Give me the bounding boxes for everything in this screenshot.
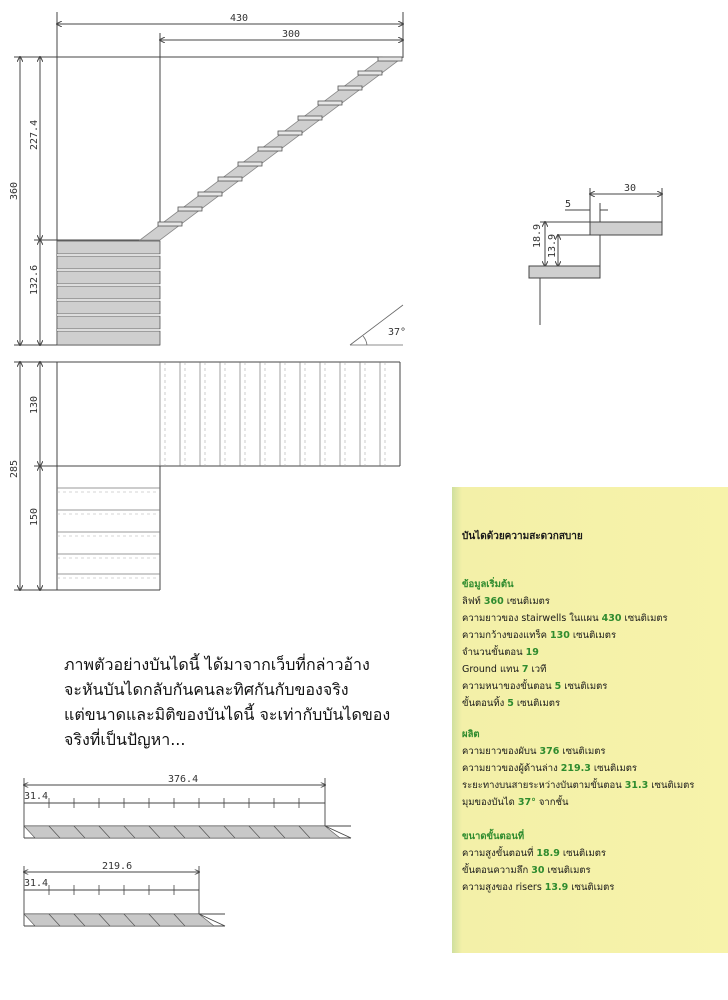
dim-376-4: 376.4 xyxy=(168,774,199,785)
dim-300: 300 xyxy=(282,29,301,40)
panel-row: ความสูงขั้นตอนที่ 18.9 เซนติเมตร xyxy=(462,848,606,859)
caption-line: ภาพตัวอย่างบันไดนี้ ได้มาจากเว็บที่กล่าวอ้าง xyxy=(64,655,370,674)
angle-indicator xyxy=(350,305,403,345)
panel-row: ขั้นตอนทิ้ง 5 เซนติเมตร xyxy=(462,698,561,709)
caption-line: แต่ขนาดและมิติของบันไดนี้ จะเท่ากับบันไดของ xyxy=(64,705,391,724)
dim-5: 5 xyxy=(565,199,572,210)
plan-drawing xyxy=(14,362,400,590)
step-detail xyxy=(540,188,662,325)
dim-360: 360 xyxy=(9,181,20,200)
dim-285: 285 xyxy=(9,459,20,478)
panel-title: บันไดด้วยความสะดวกสบาย xyxy=(462,531,583,542)
panel-row: ความยาวของผับน 376 เซนติเมตร xyxy=(462,746,606,757)
plan-treads-dashed xyxy=(165,362,385,466)
dim-219-6: 219.6 xyxy=(102,861,133,872)
stringer-long-treads xyxy=(24,826,340,838)
angle-label: 37° xyxy=(388,327,407,338)
dim-13-9: 13.9 xyxy=(547,233,558,258)
panel-row: ความกว้างของแทร็ค 130 เซนติเมตร xyxy=(462,630,617,641)
panel-row: มุมของบันได 37° จากชั้น xyxy=(462,797,569,808)
dim-31-4-long: 31.4 xyxy=(24,791,49,802)
dim-430: 430 xyxy=(230,13,249,24)
panel-row: ระยะทางบนสายระหว่างบันตามขั้นตอน 31.3 เซนติเมตร xyxy=(462,780,695,791)
dim-227-4: 227.4 xyxy=(29,119,40,150)
panel-row: ลิฟท์ 360 เซนติเมตร xyxy=(462,596,550,607)
panel-row: จำนวนขั้นตอน 19 xyxy=(462,647,539,658)
dim-132-6: 132.6 xyxy=(29,264,40,295)
caption-line: จริงที่เป็นปัญหา... xyxy=(64,730,186,749)
plan-lower-dashed xyxy=(57,492,160,578)
dim-130: 130 xyxy=(29,395,40,414)
lower-tread xyxy=(529,266,600,278)
plan-treads xyxy=(160,362,380,466)
panel-row: Ground แทน 7 เวที xyxy=(462,664,547,675)
dim-30: 30 xyxy=(624,183,637,194)
panel-row: ความยาวของ stairwells ในแผน 430 เซนติเมตร xyxy=(462,613,668,624)
stringer-short-treads xyxy=(24,914,214,926)
upper-tread xyxy=(590,222,662,235)
info-panel xyxy=(452,487,728,953)
plan-lower-treads xyxy=(57,488,160,574)
section-results-heading: ผลิต xyxy=(462,729,480,740)
panel-row: ความสูงของ risers 13.9 เซนติเมตร xyxy=(462,882,615,893)
panel-row: ขั้นตอนความลึก 30 เซนติเมตร xyxy=(462,865,591,876)
dim-150: 150 xyxy=(29,507,40,526)
dim-31-4-short: 31.4 xyxy=(24,878,49,889)
panel-row: ความยาวของผู้ด้านล่าง 219.3 เซนติเมตร xyxy=(462,763,637,774)
dim-18-9: 18.9 xyxy=(532,223,543,248)
section-initial-data-heading: ข้อมูลเริ่มต้น xyxy=(462,579,514,590)
caption-line: จะหันบันไดกลับกันคนละทิศกันกับของจริง xyxy=(64,680,349,699)
section-step-size-heading: ขนาดขั้นตอนที่ xyxy=(462,831,525,842)
caption xyxy=(64,652,434,752)
panel-row: ความหนาของขั้นตอน 5 เซนติเมตร xyxy=(462,681,608,692)
